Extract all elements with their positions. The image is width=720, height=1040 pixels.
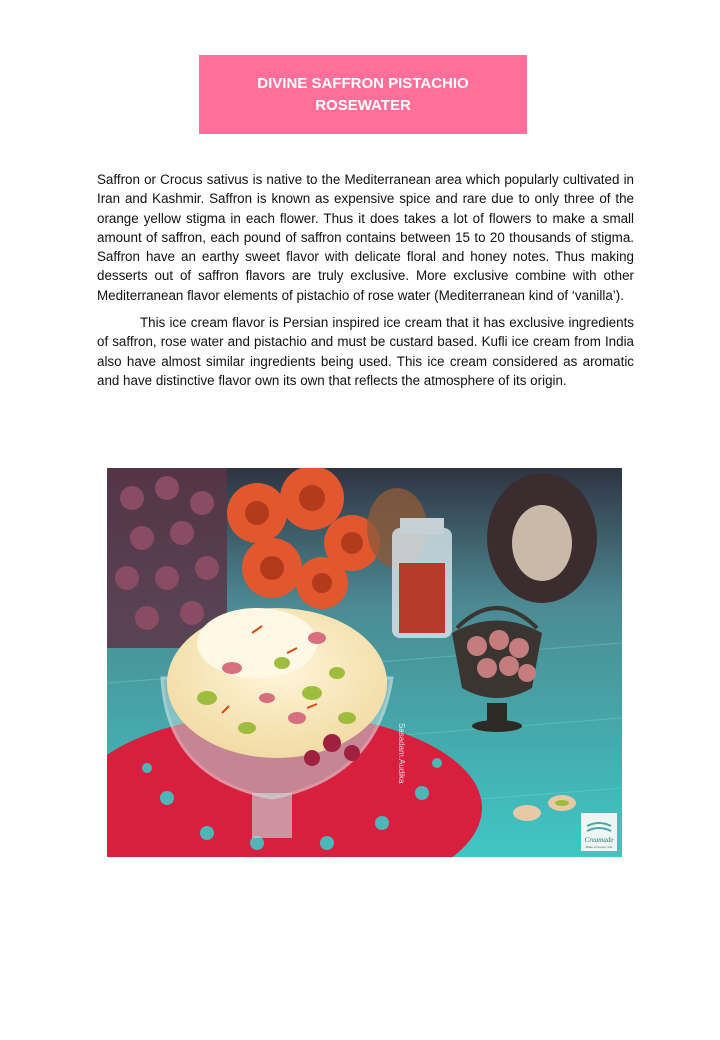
creamade-logo <box>581 813 617 851</box>
logo-tagline: Make a Creamy Life <box>585 845 613 849</box>
paragraph-1: Saffron or Crocus sativus is native to the Mediterranean area which popularly cultivated in Iran and Kashmir. Saffron is known as expensive spice and rare due to only three of the orange yellow stigma in each flower. Thus it does takes a lot of flowers to make a small amount of saffron, each pound of saffron contains between 15 to 20 thousands of stigma. Saffron have an earthy sweet flavor with delicate floral and honey notes. Thus making desserts out of saffron flavors are truly exclusive. More exclusive combine with other Mediterranean flavor elements of pistachio of rose water (Mediterranean kind of ‘vanilla’). <box>97 172 634 303</box>
title-line-2: ROSEWATER <box>315 96 411 114</box>
title-line-1: DIVINE SAFFRON PISTACHIO <box>257 74 469 92</box>
ice-cream-photo <box>107 468 622 857</box>
article-body <box>97 170 634 398</box>
paragraph-2: This ice cream flavor is Persian inspired ice cream that it has exclusive ingredients of saffron, rose water and pistachio and must be custard based. Kufli ice cream from India also have almost similar ingredients being used. This ice cream considered as aromatic and have distinctive flavor own its own that reflects the atmosphere of its origin. <box>97 315 634 388</box>
photo-watermark: Sasadam.Audika <box>397 723 406 784</box>
logo-text: Creamade <box>584 836 614 844</box>
title-banner <box>199 55 527 134</box>
